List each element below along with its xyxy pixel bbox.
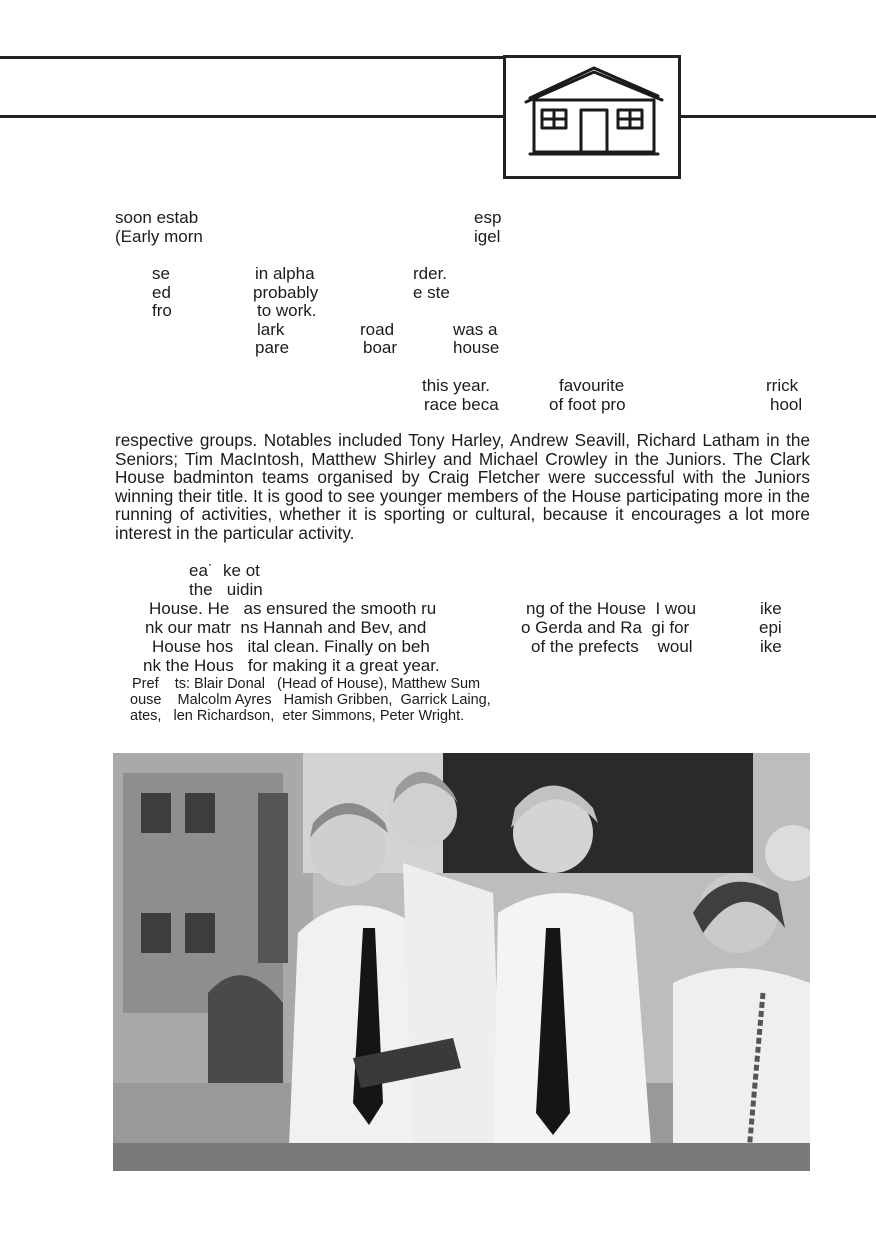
text-fragment: pare	[255, 338, 290, 357]
closing-fragment: ike	[760, 637, 782, 656]
text-fragment: of foot pro	[549, 395, 626, 414]
text-fragment: road	[360, 320, 395, 339]
closing-fragment: ea˙ ke ot	[189, 561, 260, 580]
text-fragment: rrick	[766, 376, 799, 395]
text-fragment: rder.	[413, 264, 448, 283]
text-fragment: boar	[363, 338, 398, 357]
prefects-line: ates, len Richardson, eter Simmons, Peter Wright.	[130, 708, 465, 724]
text-fragment: in alpha	[255, 264, 315, 283]
header-rule-bottom-left	[0, 115, 503, 118]
text-fragment: house	[453, 338, 500, 357]
text-fragment: to work.	[257, 301, 317, 320]
house-icon	[506, 58, 678, 176]
prefects-line: ouse Malcolm Ayres Hamish Gribben, Garrick Laing,	[130, 692, 491, 708]
text-fragment: hool	[770, 395, 803, 414]
closing-fragment: ng of the House I wou	[526, 599, 697, 618]
text-fragment: igel	[474, 227, 501, 246]
text-fragment: se	[152, 264, 170, 283]
closing-fragment: epi	[759, 618, 782, 637]
text-fragment: this year.	[422, 376, 491, 395]
header-rule-top-left	[0, 56, 503, 59]
body-paragraph: respective groups. Notables included Tony Harley, Andrew Seavill, Richard Latham in the Seniors; Tim MacIntosh, Matthew Shirley and Michael Crowley in the Juniors. The Clark House badminton teams organised by Craig Fletcher were successful with the Juniors winning their title. It is good to see younger members of the House participating more in the running of activities, whether it is sporting or cultural, because it encourages a lot more interest in the particular activity.	[115, 430, 810, 543]
text-fragment: soon estab	[115, 208, 199, 227]
text-fragment: fro	[152, 301, 172, 320]
text-fragment: e ste	[413, 283, 450, 302]
house-logo-box	[503, 55, 681, 179]
group-photo	[113, 753, 810, 1171]
text-fragment: was a	[453, 320, 498, 339]
closing-fragment: nk our matr ns Hannah and Bev, and	[145, 618, 427, 637]
text-fragment: race beca	[424, 395, 499, 414]
closing-fragment: House hos ital clean. Finally on beh	[152, 637, 430, 656]
closing-fragment: House. He as ensured the smooth ru	[149, 599, 437, 618]
closing-fragment: of the prefects woul	[531, 637, 693, 656]
prefects-line: Pref ts: Blair Donal (Head of House), Matthew Sum	[132, 676, 481, 692]
closing-fragment: the uidin	[189, 580, 263, 599]
text-fragment: lark	[257, 320, 285, 339]
closing-fragment: nk the Hous for making it a great year.	[143, 656, 440, 675]
text-fragment: esp	[474, 208, 502, 227]
header-rule-right	[681, 115, 876, 118]
closing-fragment: o Gerda and Ra gi for	[521, 618, 690, 637]
text-fragment: favourite	[559, 376, 625, 395]
text-fragment: ed	[152, 283, 171, 302]
text-fragment: (Early morn	[115, 227, 203, 246]
closing-fragment: ike	[760, 599, 782, 618]
text-fragment: probably	[253, 283, 319, 302]
